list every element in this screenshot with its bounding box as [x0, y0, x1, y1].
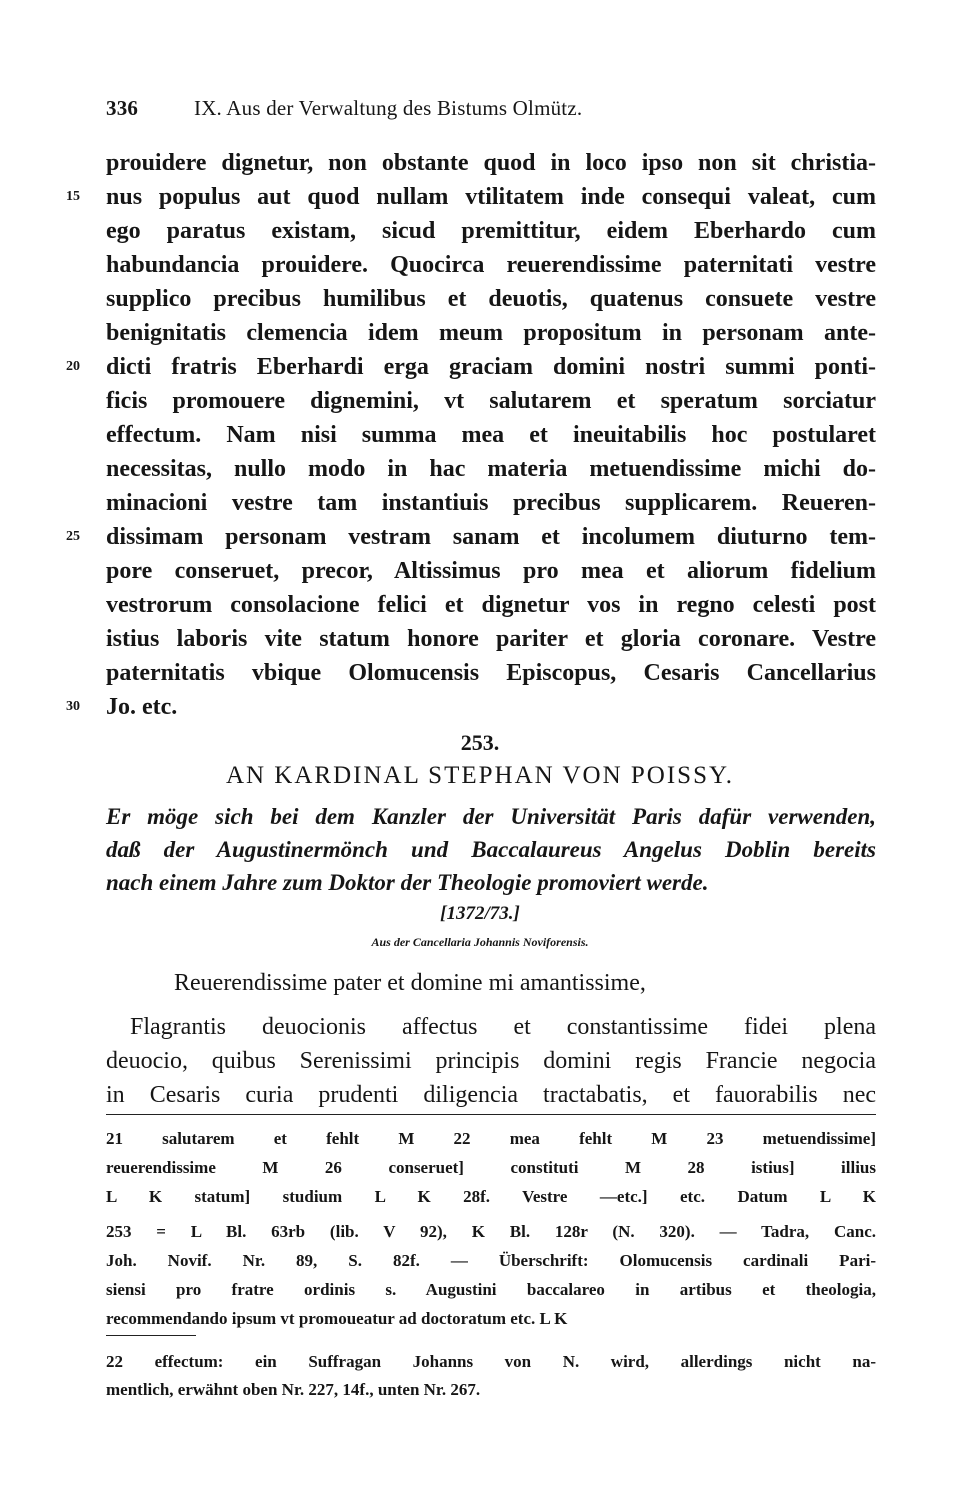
body-line-text: supplico precibus humilibus et deuotis, quatenus consuete vestre: [106, 286, 876, 312]
body-line-text: istius laboris vite statum honore pariter et gloria coronare. Vestre: [106, 626, 876, 652]
body-line-text: benignitatis clemencia idem meum propositum in personam ante-: [106, 320, 876, 346]
apparatus-line: L K statum] studium L K 28f. Vestre —etc.] etc. Datum L K: [106, 1187, 876, 1206]
body-line-text: vestrorum consolacione felici et dignetur vos in regno celesti post: [106, 592, 876, 618]
body-line: [106, 282, 876, 316]
body-line: [106, 418, 876, 452]
footnote-divider: [106, 1114, 876, 1115]
source-note-line: Joh. Novif. Nr. 89, S. 82f. — Überschrift: Olomucensis cardinali Pari-: [106, 1251, 876, 1270]
body-line-text: habundancia prouidere. Quocirca reuerendissime paternitati vestre: [106, 252, 876, 278]
body-text: [66, 146, 876, 724]
body-line-text: paternitatis vbique Olomucensis Episcopus, Cesaris Cancellarius: [106, 660, 876, 686]
letter-salutation: Reuerendissime pater et domine mi amantissime,: [174, 970, 646, 996]
line-number: 25: [66, 529, 80, 544]
source-note-line: 253 = L Bl. 63rb (lib. V 92), K Bl. 128r (N. 320). — Tadra, Canc.: [106, 1222, 876, 1241]
letter-line: deuocio, quibus Serenissimi principis domini regis Francie negocia: [106, 1048, 876, 1074]
body-line: [106, 384, 876, 418]
letter-line: Flagrantis deuocionis affectus et constantissime fidei plena: [130, 1014, 876, 1040]
document-title: AN KARDINAL STEPHAN VON POISSY.: [225, 762, 735, 789]
body-line: [106, 316, 876, 350]
body-line-text: dissimam personam vestram sanam et incolumem diuturno tem-: [106, 524, 876, 550]
body-line: [106, 622, 876, 656]
body-line-text: effectum. Nam nisi summa mea et ineuitabilis hoc postularet: [106, 422, 876, 448]
document-summary: [106, 800, 876, 899]
body-line: [106, 588, 876, 622]
body-line: [106, 486, 876, 520]
apparatus-line: reuerendissime M 26 conseruet] constituti M 28 istius] illius: [106, 1158, 876, 1177]
body-line: [66, 180, 876, 214]
commentary-line: mentlich, erwähnt oben Nr. 227, 14f., unten Nr. 267.: [106, 1380, 481, 1399]
body-line: [106, 214, 876, 248]
body-line-text: necessitas, nullo modo in hac materia metuendissime michi do-: [106, 456, 876, 482]
letter-line: in Cesaris curia prudenti diligencia tractabatis, et fauorabilis nec: [106, 1082, 876, 1108]
page-number: 336: [106, 96, 139, 120]
body-line: [106, 554, 876, 588]
document-source: Aus der Cancellaria Johannis Noviforensis.: [371, 935, 589, 949]
body-line-text: ficis promouere dignemini, vt salutarem et speratum sorciatur: [106, 388, 876, 414]
apparatus-line: 21 salutarem et fehlt M 22 mea fehlt M 23 metuendissime]: [106, 1129, 876, 1148]
source-note-line: siensi pro fratre ordinis s. Augustini baccalareo in artibus et theologia,: [106, 1280, 876, 1299]
body-line-text: minacioni vestre tam instantiuis precibus supplicarem. Reueren-: [106, 490, 876, 516]
body-line-text: nus populus aut quod nullam vtilitatem inde consequi valeat, cum: [106, 184, 876, 210]
commentary-divider: [106, 1335, 196, 1336]
summary-line: daß der Augustinermönch und Baccalaureus Angelus Doblin bereits: [106, 837, 876, 862]
running-header: [106, 96, 876, 130]
body-line: [106, 248, 876, 282]
body-line-text: prouidere dignetur, non obstante quod in loco ipso non sit christia-: [106, 150, 876, 176]
letter-text: [106, 966, 876, 1112]
line-number: 30: [66, 699, 80, 714]
line-number: 15: [66, 189, 80, 204]
document-number: 253.: [460, 730, 500, 755]
body-line: [106, 656, 876, 690]
commentary-notes: [106, 1348, 876, 1404]
commentary-line: 22 effectum: ein Suffragan Johanns von N. wird, allerdings nicht na-: [106, 1352, 876, 1371]
document-date: [1372/73.]: [440, 903, 520, 924]
body-line: [106, 146, 876, 180]
source-note-line: recommendando ipsum vt promoueatur ad doctoratum etc. L K: [106, 1309, 568, 1328]
body-line-text: Jo. etc.: [106, 694, 178, 720]
body-line: [66, 690, 876, 724]
line-number: 20: [66, 359, 80, 374]
running-title: IX. Aus der Verwaltung des Bistums Olmütz.: [194, 96, 583, 120]
body-line: [66, 520, 876, 554]
critical-apparatus: [106, 1124, 876, 1333]
body-line-text: pore conseruet, precor, Altissimus pro mea et aliorum fidelium: [106, 558, 876, 584]
summary-line: nach einem Jahre zum Doktor der Theologie promoviert werde.: [106, 870, 709, 895]
body-line: [106, 452, 876, 486]
body-line-text: ego paratus existam, sicud premittitur, eidem Eberhardo cum: [106, 218, 876, 244]
summary-line: Er möge sich bei dem Kanzler der Universität Paris dafür verwenden,: [106, 804, 876, 829]
body-line-text: dicti fratris Eberhardi erga graciam domini nostri summi ponti-: [106, 354, 876, 380]
body-line: [66, 350, 876, 384]
